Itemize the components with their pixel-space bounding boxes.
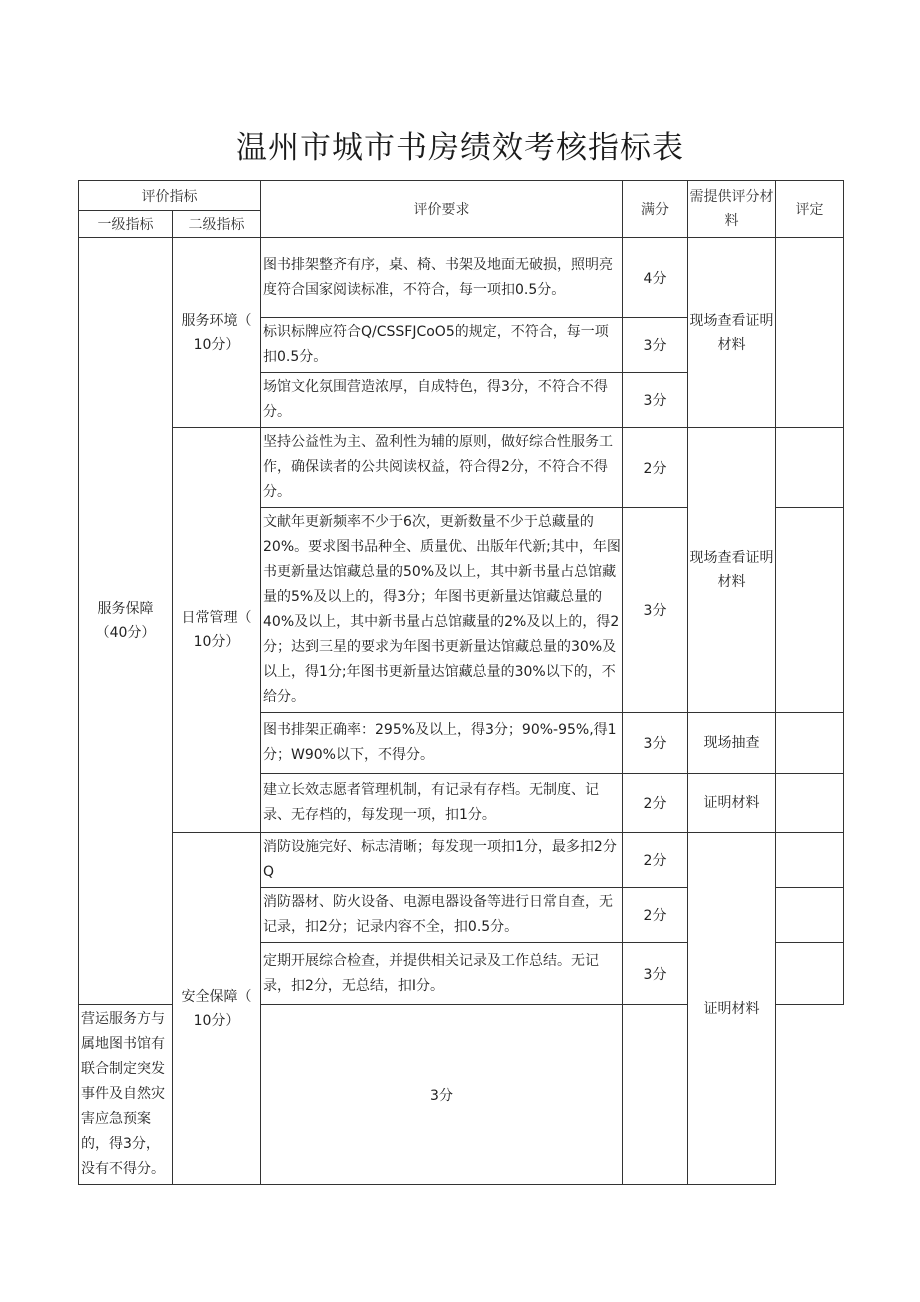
score-cell: 3分: [623, 373, 688, 428]
score-cell: 3分: [261, 1005, 623, 1185]
header-row: [79, 181, 844, 211]
score-cell: 3分: [623, 713, 688, 774]
level1-score: （40分）: [95, 625, 156, 641]
material-cell: 现场查看证明材料: [688, 238, 776, 428]
level2-cell: [173, 833, 261, 1185]
material-cell: 证明材料: [688, 774, 776, 833]
page-title: 温州市城市书房绩效考核指标表: [236, 130, 684, 166]
requirement-text: 定期开展综合检查，并提供相关记录及工作总结。无记录，扣2分，无总结，扣I分。: [261, 943, 623, 1005]
material-cell: 证明材料: [688, 833, 776, 1185]
level2-name: 日常管理（: [181, 610, 252, 626]
rating-cell[interactable]: [776, 774, 844, 833]
evaluation-table: [78, 180, 844, 1185]
requirement-text: 图书排架整齐有序，桌、椅、书架及地面无破损，照明亮度符合国家阅读标准，不符合，每一项扣0.5分。: [261, 238, 623, 318]
material-cell: 现场查看证明材料: [688, 428, 776, 713]
requirement-text: 标识标牌应符合Q/CSSFJCoO5的规定，不符合，每一项扣0.5分。: [261, 318, 623, 373]
level2-score: 10分）: [193, 634, 240, 650]
header-requirement: 评价要求: [261, 181, 623, 238]
level2-score: 10分）: [193, 1012, 240, 1029]
rating-cell[interactable]: [776, 508, 844, 713]
level2-name: 安全保障（: [181, 988, 252, 1005]
rating-cell[interactable]: [776, 943, 844, 1005]
requirement-text: 建立长效志愿者管理机制，有记录有存档。无制度、记录、无存档的，每发现一项，扣1分。: [261, 774, 623, 833]
header-full-score: 满分: [623, 181, 688, 238]
rating-cell[interactable]: [776, 888, 844, 943]
score-cell: 2分: [623, 833, 688, 888]
rating-cell[interactable]: [623, 1005, 688, 1185]
rating-cell[interactable]: [776, 238, 844, 428]
requirement-text: 消防器材、防火设备、电源电器设备等进行日常自查，无记录，扣2分；记录内容不全，扣0.5分。: [261, 888, 623, 943]
level2-name: 服务环境（: [181, 312, 252, 329]
requirement-text: 坚持公益性为主、盈利性为辅的原则，做好综合性服务工作，确保读者的公共阅读权益，符合得2分，不符合不得分。: [261, 428, 623, 508]
score-cell: 4分: [623, 238, 688, 318]
header-level2: 二级指标: [173, 211, 261, 238]
level1-cell: [79, 238, 173, 1005]
requirement-text: 图书排架正确率：295%及以上，得3分；90%-95%,得1分；W90%以下，不得分。: [261, 713, 623, 774]
header-rating: 评定: [776, 181, 844, 238]
table-row: [79, 833, 844, 888]
header-materials: 需提供评分材料: [688, 181, 776, 238]
score-cell: 3分: [623, 943, 688, 1005]
header-indicator: 评价指标: [79, 181, 261, 211]
header-level1: 一级指标: [79, 211, 173, 238]
level2-cell: [173, 238, 261, 428]
score-cell: 2分: [623, 774, 688, 833]
table-row: [79, 428, 844, 508]
level1-name: 服务保障: [97, 601, 154, 617]
level2-cell: [173, 428, 261, 833]
requirement-text: 营运服务方与属地图书馆有联合制定突发事件及自然灾害应急预案的，得3分，没有不得分。: [79, 1005, 173, 1185]
score-cell: 2分: [623, 888, 688, 943]
score-cell: 3分: [623, 508, 688, 713]
rating-cell[interactable]: [776, 428, 844, 508]
level2-score: 10分）: [193, 336, 240, 353]
requirement-text: 消防设施完好、标志清晰；每发现一项扣1分，最多扣2分Q: [261, 833, 623, 888]
rating-cell[interactable]: [776, 833, 844, 888]
requirement-text: 文献年更新频率不少于6次，更新数量不少于总藏量的20%。要求图书品种全、质量优、出版年代新;其中，年图书更新量达馆藏总量的50%及以上，其中新书量占总馆藏量的5%及以上的，得3分；年图书更新量达馆藏总量的40%及以上，其中新书量占总馆藏量的2%及以上的，得2分；达到三星的要求为年图书更新量达馆藏总量的30%及以上，得1分;年图书更新量达馆藏总量的30%以下的，不给分。: [261, 508, 623, 713]
rating-cell[interactable]: [776, 713, 844, 774]
score-cell: 3分: [623, 318, 688, 373]
requirement-text: 场馆文化氛围营造浓厚，自成特色，得3分，不符合不得分。: [261, 373, 623, 428]
table-row: [79, 238, 844, 318]
score-cell: 2分: [623, 428, 688, 508]
material-cell: 现场抽查: [688, 713, 776, 774]
